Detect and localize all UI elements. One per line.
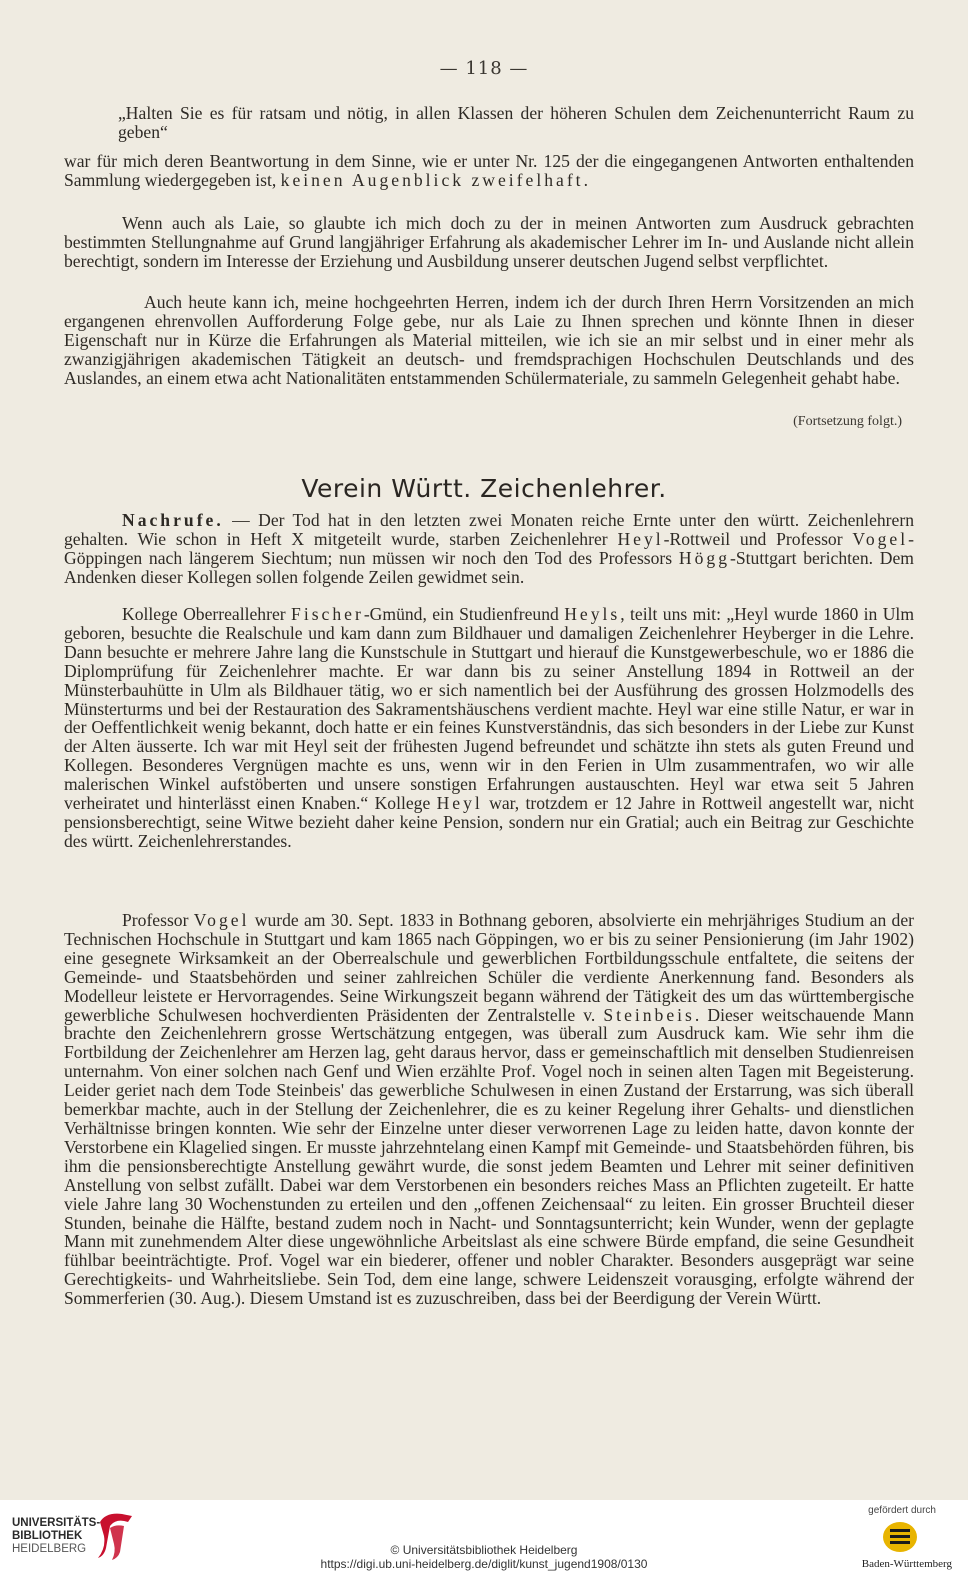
paragraph-3-text: Auch heute kann ich, meine hochgeehrten Herren, indem ich der durch Ihren Herrn Vorsitzenden an mich ergangenen ehrenvollen Aufforderung Folge gebe, nur als Laie zu Ihnen sprechen und könnte Ihnen in dieser Eigenschaft nur in Kürze die Erfahrungen als Material mitteilen, wie ich sie an mir selbst und in einer mehr als zwanzigjährigen akademischen Tätigkeit an deutsch- und fremdsprachigen Hochschulen Deutschlands und des Auslandes, an einem etwa acht Nationalitäten entstammenden Schülermateriale, zu sammeln Gelegenheit gehabt habe. — [64, 292, 914, 388]
viewer-footer — [0, 1500, 968, 1585]
paragraph-vogel — [64, 911, 914, 1308]
paragraph-2-text: Wenn auch als Laie, so glaubte ich mich doch zu der in meinen Antworten zum Ausdruck gebrachten bestimmten Stellungnahme auf Grund langjähriger Erfahrung als akademischer Lehrer im In- und Auslande nicht allein berechtigt, sondern im Interesse der Erziehung und Ausbildung unserer deutschen Jugend selbst verpflichtet. — [64, 213, 914, 271]
person-name: Heyl — [617, 528, 664, 549]
section-heading: Verein Württ. Zeichenlehrer. — [301, 474, 667, 503]
page-number: — 118 — — [439, 58, 529, 79]
copyright-text: © Universitätsbibliothek Heidelberg — [390, 1543, 578, 1557]
text-run: — Der Tod hat in den letzten zwei Monaten reiche Ernte unter den württ. Zeichenlehrern gehalten. Wie schon in Heft X mitgeteilt wurde, starben Zeichenlehrer — [64, 510, 914, 549]
paragraph-2 — [64, 214, 914, 271]
person-name: Vogel — [852, 528, 909, 549]
text-run: -Stuttgart berichten. Dem Andenken dieser Kollegen sollen folgende Zeilen gewidmet sein. — [64, 547, 914, 587]
person-name: Steinbeis — [603, 1004, 695, 1025]
text-run: war, trotzdem er 12 Jahre in Rottweil angestellt war, nicht pensionsberechtigt, seine Witwe bezieht daher keine Pension, sondern nur ein Gratial; auch ein Beitrag zur Geschichte des württ. Zeichenlehrerstandes. — [64, 793, 914, 851]
sponsor-name: Baden-Württemberg — [861, 1558, 952, 1570]
library-name-line: BIBLIOTHEK — [12, 1530, 83, 1542]
person-name: Vogel — [193, 910, 250, 930]
text-run: -Gmünd, ein Studienfreund — [363, 604, 565, 624]
text-run: -Göppingen nach längerem Siechtum; nun müssen wir noch den Tod des Professors — [64, 528, 914, 568]
paragraph-3 — [64, 293, 914, 388]
permalink-url[interactable]: https://digi.ub.uni-heidelberg.de/diglit/kunst_jugend1908/0130 — [320, 1557, 648, 1571]
person-name: Heyl — [436, 793, 483, 814]
text-run: -Rottweil und Professor — [663, 528, 853, 549]
copyright-block — [0, 1543, 968, 1571]
paragraph-1-emphasis: keinen Augenblick zweifelhaft. — [280, 169, 591, 190]
library-name-line: UNIVERSITÄTS- — [12, 1517, 101, 1529]
person-name: Högg — [678, 547, 730, 568]
person-name: Fischer — [291, 604, 364, 624]
text-run: Professor — [122, 910, 194, 930]
library-name-line: HEIDELBERG — [12, 1543, 87, 1555]
person-name: Heyls — [564, 604, 621, 624]
obituaries-lead: Nachrufe. — [122, 510, 224, 530]
baden-wuerttemberg-crest-icon[interactable] — [882, 1520, 918, 1554]
paragraph-obituaries-intro — [64, 511, 914, 587]
quoted-question — [118, 104, 914, 142]
text-run: wurde am 30. Sept. 1833 in Bothnang geboren, absolvierte ein mehrjähriges Studium an der Technischen Hochschule in Stuttgart und kam 1865 nach Göppingen, wo er bis zu seiner Pensionierung (im Jahr 1902) eine gesegnete Wirksamkeit an der Oberrealschule und gewerblichen Fortbildungsschule entfaltete, die seitens der Gemeinde- und Staatsbehörden und seiner zahlreichen Schüler die verdiente Anerkennung fand. Besonders als Modelleur leistete er Hervorragendes. Seine Wirkungszeit begann während der Tätigkeit des um das württembergische gewerbliche Schulwesen hochverdienten Präsidenten der Zentralstelle v. — [64, 910, 914, 1025]
quote-text: „Halten Sie es für ratsam und nötig, in allen Klassen der höheren Schulen dem Zeichenunterricht Raum zu geben“ — [118, 103, 914, 142]
text-run: Kollege Oberreallehrer — [122, 604, 292, 624]
paragraph-heyl — [64, 605, 914, 851]
sponsor-label: gefördert durch — [868, 1505, 936, 1516]
paragraph-1 — [64, 152, 914, 190]
paragraph-1-text: war für mich deren Beantwortung in dem Sinne, wie er unter Nr. 125 der die eingegangenen Antworten enthaltenden Sammlung wiedergegeben ist, — [64, 151, 914, 190]
continuation-note: (Fortsetzung folgt.) — [793, 414, 902, 429]
text-run: , teilt uns mit: „Heyl wurde 1860 in Ulm geboren, besuchte die Realschule und kam dann zum Bildhauer und damaligen Zeichenlehrer Heyberger in die Lehre. Dann besuchte er mehrere Jahre lang die Kunstschule in Stuttgart und hierauf die Kunstgewerbeschule, wo er 1886 die Diplomprüfung für Zeichenlehrer machte. Er war dann bis zu seiner Anstellung 1894 in Rottweil an der Münsterbauhütte in Ulm als Bildhauer tätig, wo er sich namentlich bei der Ausführung des grossen Holzmodells des Münsterturms und bei der Restauration des Sakramentshäuschens verdient machte. Heyl war eine stille Natur, er war in der Oeffentlichkeit wenig bekannt, doch hatte er ein feines Kunstverständnis, das sich besonders in der Liebe zur Kunst der Alten äusserte. Ich war mit Heyl seit der frühesten Jugend befreundet und schätzte ihn stets als guten Freund und Kollegen. Besonderes Vergnügen machte es uns, wenn wir in den Ferien in Ulm zusammentrafen, wo wir alle malerischen Winkel aufstöberten und unsere sonstigen Erfahrungen austauschten. Heyl war etwa seit 5 Jahren verheiratet und hinterlässt einen Knaben.“ Kollege — [64, 604, 915, 814]
text-run: . Dieser weitschauende Mann brachte den Zeichenlehrern grosse Wertschätzung entgegen, was überall zum Ausdruck kam. Wie sehr ihm die Fortbildung der Zeichenlehrer am Herzen lag, geht daraus hervor, dass er gemeinschaftlich mit denselben Studienreisen unternahm. Von einer solchen nach Genf und Wien erzählte Prof. Vogel noch in seinen alten Tagen mit Begeisterung. Leider geriet nach dem Tode Steinbeis' das gewerbliche Schulwesen in einen Zustand der Erstarrung, was sich überall bemerkbar machte, auch in der Stellung der Zeichenlehrer, die es zu keiner Regelung ihrer Gehalts- und dienstlichen Verhältnisse bringen konnten. Wie sehr der Einzelne unter dieser verworrenen Lage zu leiden hatte, davon konnte der Verstorbene ein Klagelied singen. Er musste jahrzehntelang einen Kampf mit Gemeinde- und Staatsbehörden führen, bis ihm die pensionsberechtigte Anstellung gewährt wurde, die sonst jedem Beamten und Lehrer mit seiner definitiven Anstellung von selbst zufällt. Dabei war dem Verstorbenen ein besonders reiches Mass an Pflichten zugeteilt. Er hatte viele Jahre lang 30 Wochenstunden zu erteilen und den „offenen Zeichensaal“ zu leiten. Ein grosser Bruchteil dieser Stunden, beinahe die Hälfte, bestand zudem noch in Nacht- und Sonntagsunterricht; kein Wunder, wenn der geplagte Mann mit zunehmendem Alter diese ungewöhnliche Arbeitslast als eine schwere Bürde empfand, die seine Gesundheit fühlbar beeinträchtigte. Prof. Vogel war ein biederer, offener und nobler Charakter. Besonders ausgeprägt war seine Gerechtigkeits- und Wahrheitsliebe. Sein Tod, dem eine lange, schwere Leidenszeit vorausging, erfolgte während der Sommerferien (30. Aug.). Diesem Umstand ist es zuzuschreiben, dass bei der Beerdigung der Verein Württ. — [64, 1004, 914, 1309]
